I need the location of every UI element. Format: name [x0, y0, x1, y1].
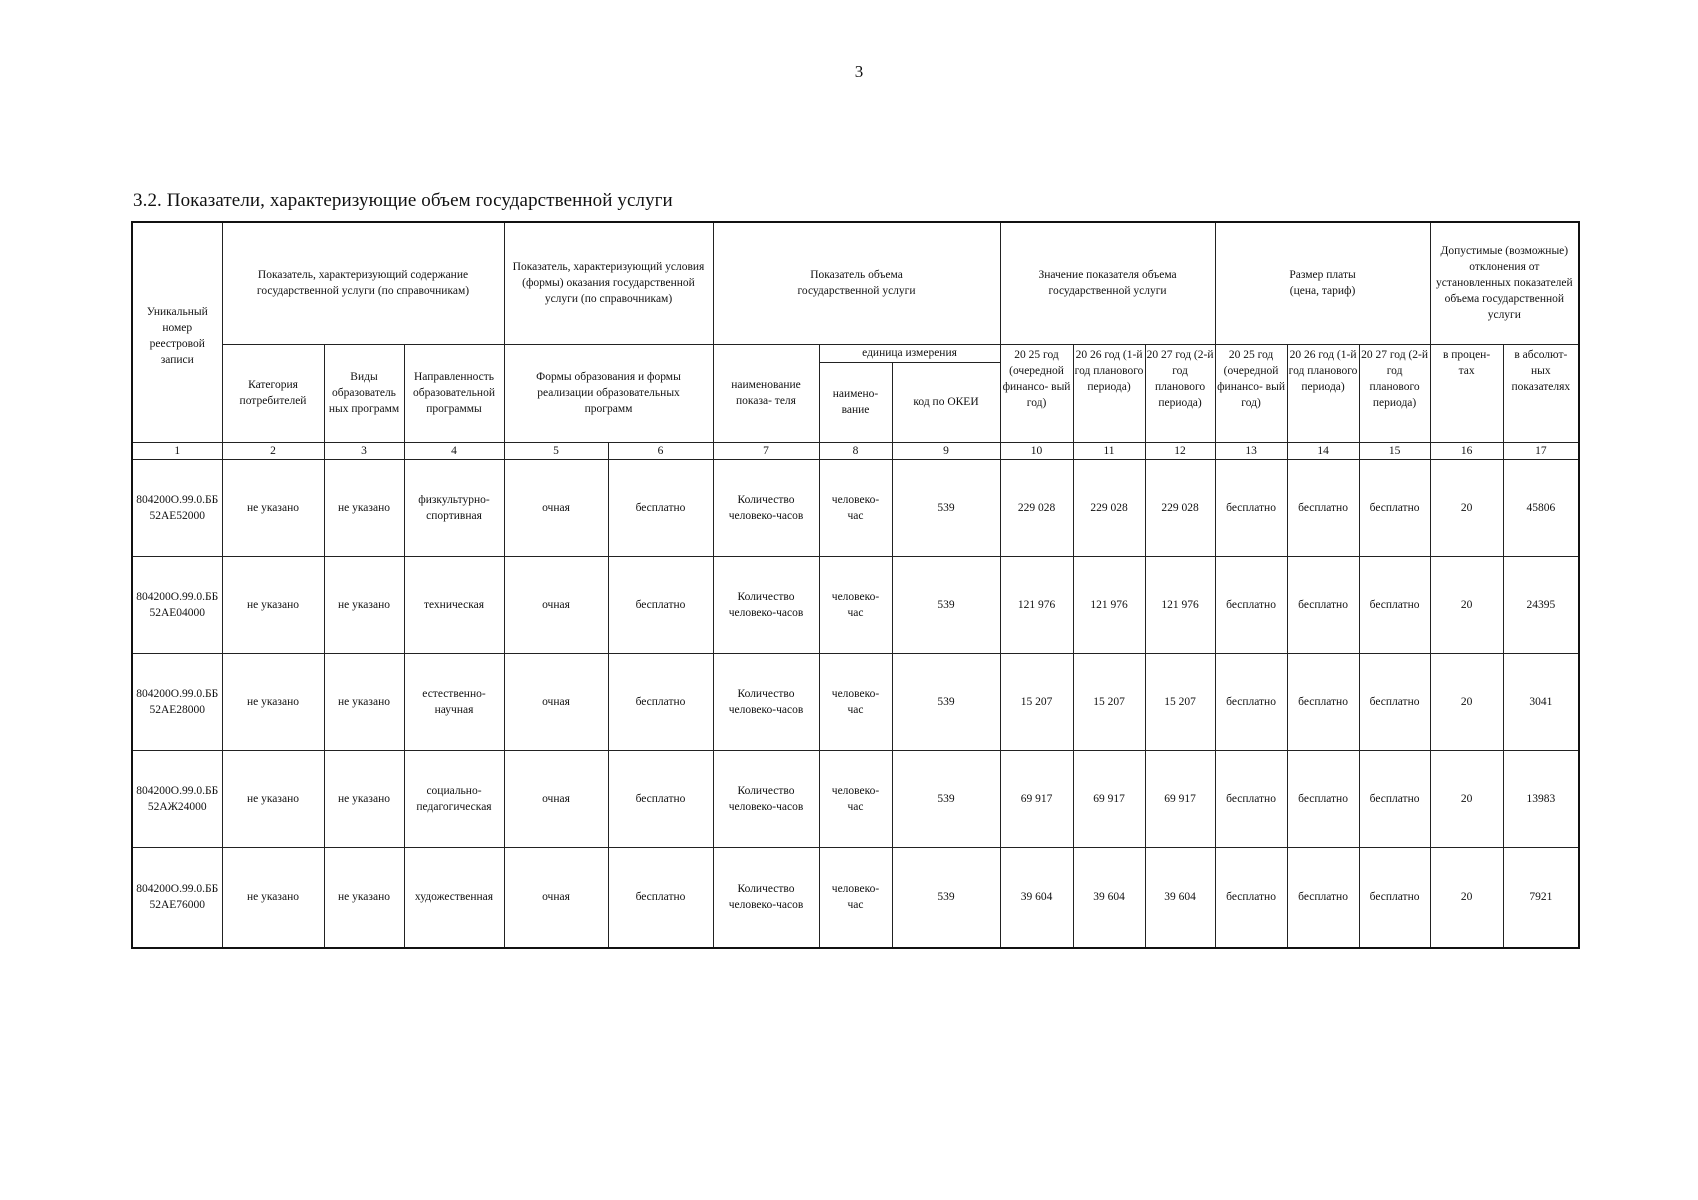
column-number: 10 — [1000, 442, 1073, 459]
column-number: 2 — [222, 442, 324, 459]
column-number-row — [132, 442, 1579, 459]
value-2027: 229 028 — [1145, 459, 1215, 556]
column-number: 17 — [1503, 442, 1579, 459]
program-type: не указано — [324, 847, 404, 948]
header-fee-2027: 20 27 год (2-й год планового периода) — [1359, 344, 1430, 442]
header-allowed-deviation: Допустимые (возможные) отклонения от установленных показателей объема государственной услуги — [1430, 222, 1579, 344]
unit-name: человеко- час — [819, 556, 892, 653]
fee-2027: бесплатно — [1359, 556, 1430, 653]
value-2027: 69 917 — [1145, 750, 1215, 847]
value-2025: 39 604 — [1000, 847, 1073, 948]
column-number: 11 — [1073, 442, 1145, 459]
section-title: 3.2. Показатели, характеризующие объем государственной услуги — [133, 190, 673, 211]
registry-code: 804200О.99.0.ББ52АЕ28000 — [132, 653, 222, 750]
education-form: очная — [504, 556, 608, 653]
program-focus: художественная — [404, 847, 504, 948]
fee-2026: бесплатно — [1287, 459, 1359, 556]
fee-2026: бесплатно — [1287, 750, 1359, 847]
header-deviation-percent: в процен- тах — [1430, 344, 1503, 442]
header-value-2026: 20 26 год (1-й год планового периода) — [1073, 344, 1145, 442]
header-unit-name: наимено- вание — [819, 362, 892, 442]
header-program-types: Виды образователь ных программ — [324, 344, 404, 442]
column-number: 14 — [1287, 442, 1359, 459]
value-2026: 69 917 — [1073, 750, 1145, 847]
fee-2026: бесплатно — [1287, 847, 1359, 948]
header-content-indicator: Показатель, характеризующий содержание государственной услуги (по справочникам) — [222, 222, 504, 344]
consumer-category: не указано — [222, 847, 324, 948]
value-2025: 121 976 — [1000, 556, 1073, 653]
consumer-category: не указано — [222, 556, 324, 653]
header-value-2025: 20 25 год (очередной финансо- вый год) — [1000, 344, 1073, 442]
header-volume-value: Значение показателя объема государственной услуги — [1000, 222, 1215, 344]
payment-form: бесплатно — [608, 847, 713, 948]
deviation-absolute: 45806 — [1503, 459, 1579, 556]
value-2026: 229 028 — [1073, 459, 1145, 556]
value-2026: 15 207 — [1073, 653, 1145, 750]
deviation-absolute: 13983 — [1503, 750, 1579, 847]
fee-2027: бесплатно — [1359, 750, 1430, 847]
payment-form: бесплатно — [608, 459, 713, 556]
consumer-category: не указано — [222, 653, 324, 750]
value-2026: 121 976 — [1073, 556, 1145, 653]
fee-2027: бесплатно — [1359, 653, 1430, 750]
registry-code: 804200О.99.0.ББ52АЕ52000 — [132, 459, 222, 556]
deviation-absolute: 3041 — [1503, 653, 1579, 750]
header-conditions-indicator: Показатель, характеризующий условия (формы) оказания государственной услуги (по справочникам) — [504, 222, 713, 344]
column-number: 12 — [1145, 442, 1215, 459]
fee-2025: бесплатно — [1215, 750, 1287, 847]
value-2025: 15 207 — [1000, 653, 1073, 750]
page-number: 3 — [854, 62, 864, 81]
header-fee-2026: 20 26 год (1-й год планового периода) — [1287, 344, 1359, 442]
program-focus: естественно- научная — [404, 653, 504, 750]
fee-2025: бесплатно — [1215, 556, 1287, 653]
okei-code: 539 — [892, 847, 1000, 948]
program-type: не указано — [324, 556, 404, 653]
okei-code: 539 — [892, 556, 1000, 653]
deviation-percent: 20 — [1430, 556, 1503, 653]
consumer-category: не указано — [222, 459, 324, 556]
program-type: не указано — [324, 459, 404, 556]
program-focus: физкультурно- спортивная — [404, 459, 504, 556]
table-row — [132, 847, 1579, 948]
fee-2027: бесплатно — [1359, 847, 1430, 948]
fee-2026: бесплатно — [1287, 653, 1359, 750]
fee-2025: бесплатно — [1215, 847, 1287, 948]
table-row — [132, 459, 1579, 556]
header-value-2027: 20 27 год (2-й год планового периода) — [1145, 344, 1215, 442]
value-2025: 69 917 — [1000, 750, 1073, 847]
okei-code: 539 — [892, 459, 1000, 556]
column-number: 15 — [1359, 442, 1430, 459]
header-consumer-category: Категория потребителей — [222, 344, 324, 442]
header-fee: Размер платы (цена, тариф) — [1215, 222, 1430, 344]
value-2027: 121 976 — [1145, 556, 1215, 653]
consumer-category: не указано — [222, 750, 324, 847]
unit-name: человеко- час — [819, 750, 892, 847]
registry-code: 804200О.99.0.ББ52АЕ76000 — [132, 847, 222, 948]
indicator-name: Количество человеко-часов — [713, 653, 819, 750]
column-number: 6 — [608, 442, 713, 459]
header-fee-2025: 20 25 год (очередной финансо- вый год) — [1215, 344, 1287, 442]
column-number: 13 — [1215, 442, 1287, 459]
value-2025: 229 028 — [1000, 459, 1073, 556]
fee-2027: бесплатно — [1359, 459, 1430, 556]
value-2026: 39 604 — [1073, 847, 1145, 948]
registry-code: 804200О.99.0.ББ52АЖ24000 — [132, 750, 222, 847]
program-focus: социально- педагогическая — [404, 750, 504, 847]
payment-form: бесплатно — [608, 556, 713, 653]
table-row — [132, 653, 1579, 750]
volume-indicators-table — [131, 221, 1580, 949]
header-okei-code: код по ОКЕИ — [892, 362, 1000, 442]
column-number: 7 — [713, 442, 819, 459]
header-unit: единица измерения — [819, 344, 1000, 362]
education-form: очная — [504, 847, 608, 948]
column-number: 1 — [132, 442, 222, 459]
payment-form: бесплатно — [608, 653, 713, 750]
column-number: 8 — [819, 442, 892, 459]
deviation-percent: 20 — [1430, 847, 1503, 948]
fee-2025: бесплатно — [1215, 459, 1287, 556]
header-registry-number: Уникальный номер реестровой записи — [132, 222, 222, 442]
unit-name: человеко- час — [819, 847, 892, 948]
fee-2026: бесплатно — [1287, 556, 1359, 653]
deviation-absolute: 7921 — [1503, 847, 1579, 948]
value-2027: 15 207 — [1145, 653, 1215, 750]
indicator-name: Количество человеко-часов — [713, 847, 819, 948]
table-row — [132, 556, 1579, 653]
program-type: не указано — [324, 750, 404, 847]
header-volume-indicator: Показатель объема государственной услуги — [713, 222, 1000, 344]
okei-code: 539 — [892, 750, 1000, 847]
header-deviation-absolute: в абсолют- ных показателях — [1503, 344, 1579, 442]
education-form: очная — [504, 459, 608, 556]
deviation-percent: 20 — [1430, 653, 1503, 750]
program-type: не указано — [324, 653, 404, 750]
column-number: 4 — [404, 442, 504, 459]
deviation-percent: 20 — [1430, 459, 1503, 556]
value-2027: 39 604 — [1145, 847, 1215, 948]
header-indicator-name: наименование показа- теля — [713, 344, 819, 442]
indicator-name: Количество человеко-часов — [713, 459, 819, 556]
registry-code: 804200О.99.0.ББ52АЕ04000 — [132, 556, 222, 653]
indicator-name: Количество человеко-часов — [713, 750, 819, 847]
unit-name: человеко- час — [819, 653, 892, 750]
fee-2025: бесплатно — [1215, 653, 1287, 750]
column-number: 3 — [324, 442, 404, 459]
program-focus: техническая — [404, 556, 504, 653]
deviation-percent: 20 — [1430, 750, 1503, 847]
education-form: очная — [504, 750, 608, 847]
column-number: 16 — [1430, 442, 1503, 459]
okei-code: 539 — [892, 653, 1000, 750]
table-row — [132, 750, 1579, 847]
unit-name: человеко- час — [819, 459, 892, 556]
column-number: 5 — [504, 442, 608, 459]
header-program-focus: Направленность образовательной программы — [404, 344, 504, 442]
deviation-absolute: 24395 — [1503, 556, 1579, 653]
payment-form: бесплатно — [608, 750, 713, 847]
column-number: 9 — [892, 442, 1000, 459]
header-education-forms: Формы образования и формы реализации образовательных программ — [504, 344, 713, 442]
education-form: очная — [504, 653, 608, 750]
indicator-name: Количество человеко-часов — [713, 556, 819, 653]
